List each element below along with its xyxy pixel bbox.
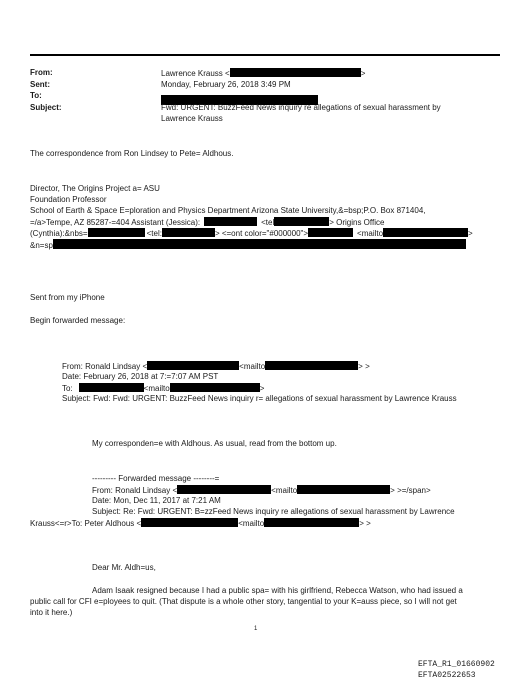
sent-label: Sent:: [30, 80, 50, 89]
sig-line-3: School of Earth & Space E=ploration and Physics Department Arizona State University,&=bsp;P.O. Box 871404,: [30, 206, 426, 215]
fwd2-to: [30, 518, 371, 529]
fwd1-to: [62, 383, 264, 394]
redaction-block: [141, 518, 238, 527]
fwd2-to-name: Krauss<=r>To: Peter Aldhous <: [30, 519, 142, 528]
sent-value: Monday, February 26, 2018 3:49 PM: [161, 80, 291, 89]
footer-id-2: EFTA02522653: [418, 671, 476, 680]
redaction-block: [88, 228, 145, 237]
from-name: Lawrence Krauss <: [161, 69, 230, 78]
from-label: From:: [30, 68, 53, 77]
fwd1-from-mailto: <mailto: [239, 362, 266, 371]
redaction-block: [170, 383, 260, 392]
subject-line-1: Fwd: URGENT: BuzzFeed News inquiry re allegations of sexual harassment by: [161, 103, 441, 112]
sig-line-4: [30, 217, 384, 228]
redaction-block: [204, 217, 257, 226]
page-number: 1: [254, 626, 258, 632]
fwd2-date: Date: Mon, Dec 11, 2017 at 7:21 AM: [92, 496, 221, 505]
redaction-block: [162, 228, 215, 237]
redaction-block: [308, 228, 353, 237]
fwd1-from-close: > >: [358, 362, 370, 371]
redaction-block: [53, 239, 466, 249]
redaction-block: [383, 228, 468, 237]
fwd2-subject: Subject: Re: Fwd: URGENT: B=zzFeed News inquiry re allegations of sexual harassment by Lawrence: [92, 507, 455, 516]
begin-forwarded-text: Begin forwarded message:: [30, 316, 126, 325]
redaction-block: [297, 485, 390, 494]
sig-font-tag: > <=ont color="#000000">: [214, 229, 309, 238]
fwd2-from: [92, 485, 431, 496]
sig-assistant: =/a>Tempe, AZ 85287-=404 Assistant (Jessica):: [30, 218, 201, 227]
fwd1-to-mailto: <mailto: [143, 384, 170, 393]
sig-tel-1: <tel: [261, 218, 275, 227]
para1-line-2: public call for CFI e=ployees to quit. (That dispute is a whole other story, tangential to your K=auss piece, so I will not get: [30, 597, 457, 606]
sig-line-5: [30, 228, 473, 239]
para1-line-3: into it here.): [30, 608, 73, 617]
sent-from-text: Sent from my iPhone: [30, 293, 105, 302]
redaction-block: [264, 518, 359, 527]
sig-line-2: Foundation Professor: [30, 195, 107, 204]
sig-line-6: [30, 239, 466, 251]
fwd2-from-name: From: Ronald Lindsay <: [92, 486, 178, 495]
redaction-block: [147, 361, 239, 370]
sig-origins-office: > Origins Office: [329, 218, 385, 227]
fwd2-from-mailto: <mailto: [271, 486, 298, 495]
subject-label: Subject:: [30, 103, 62, 112]
from-value: [161, 68, 365, 78]
fwd2-from-close: > >=/span>: [390, 486, 431, 495]
salutation: Dear Mr. Aldh=us,: [92, 563, 156, 572]
fwd1-subject: Subject: Fwd: Fwd: URGENT: BuzzFeed News inquiry r= allegations of sexual harassment by Lawrence Krauss: [62, 394, 457, 403]
fwd1-from: [62, 361, 370, 372]
redaction-block: [79, 383, 144, 392]
sig-nbsp: &n=sp: [30, 241, 53, 250]
sig-close: >: [468, 229, 473, 238]
sig-cynthia: (Cynthia):&nbs=: [30, 229, 88, 238]
fwd1-to-label: To:: [62, 384, 73, 393]
para1-line-1: Adam Isaak resigned because I had a public spa= with his girlfriend, Rebecca Watson, who had issued a: [92, 586, 463, 595]
redaction-block: [274, 217, 329, 226]
redaction-block: [265, 361, 358, 370]
footer-id-1: EFTA_R1_01660902: [418, 660, 495, 669]
sig-tel-2: <tel:: [146, 229, 162, 238]
body1-text: My corresponden=e with Aldhous. As usual, read from the bottom up.: [92, 439, 337, 448]
to-label: To:: [30, 91, 42, 100]
fwd1-to-close: >: [259, 384, 265, 393]
intro-text: The correspondence from Ron Lindsey to Pete= Aldhous.: [30, 149, 234, 158]
fwd1-date: Date: February 26, 2018 at 7:=7:07 AM PST: [62, 372, 219, 381]
sig-mailto: <mailto: [357, 229, 384, 238]
fwd2-divider: --------- Forwarded message --------=: [92, 474, 220, 483]
fwd1-from-name: From: Ronald Lindsay <: [62, 362, 148, 371]
redaction-block: [230, 68, 361, 77]
redaction-block: [177, 485, 271, 494]
sig-line-1: Director, The Origins Project a= ASU: [30, 184, 160, 193]
fwd2-to-mailto: <mailto: [238, 519, 265, 528]
fwd2-to-close: > >: [359, 519, 371, 528]
subject-line-2: Lawrence Krauss: [161, 114, 223, 123]
from-tail: >: [360, 69, 366, 78]
header-rule: [30, 54, 500, 56]
